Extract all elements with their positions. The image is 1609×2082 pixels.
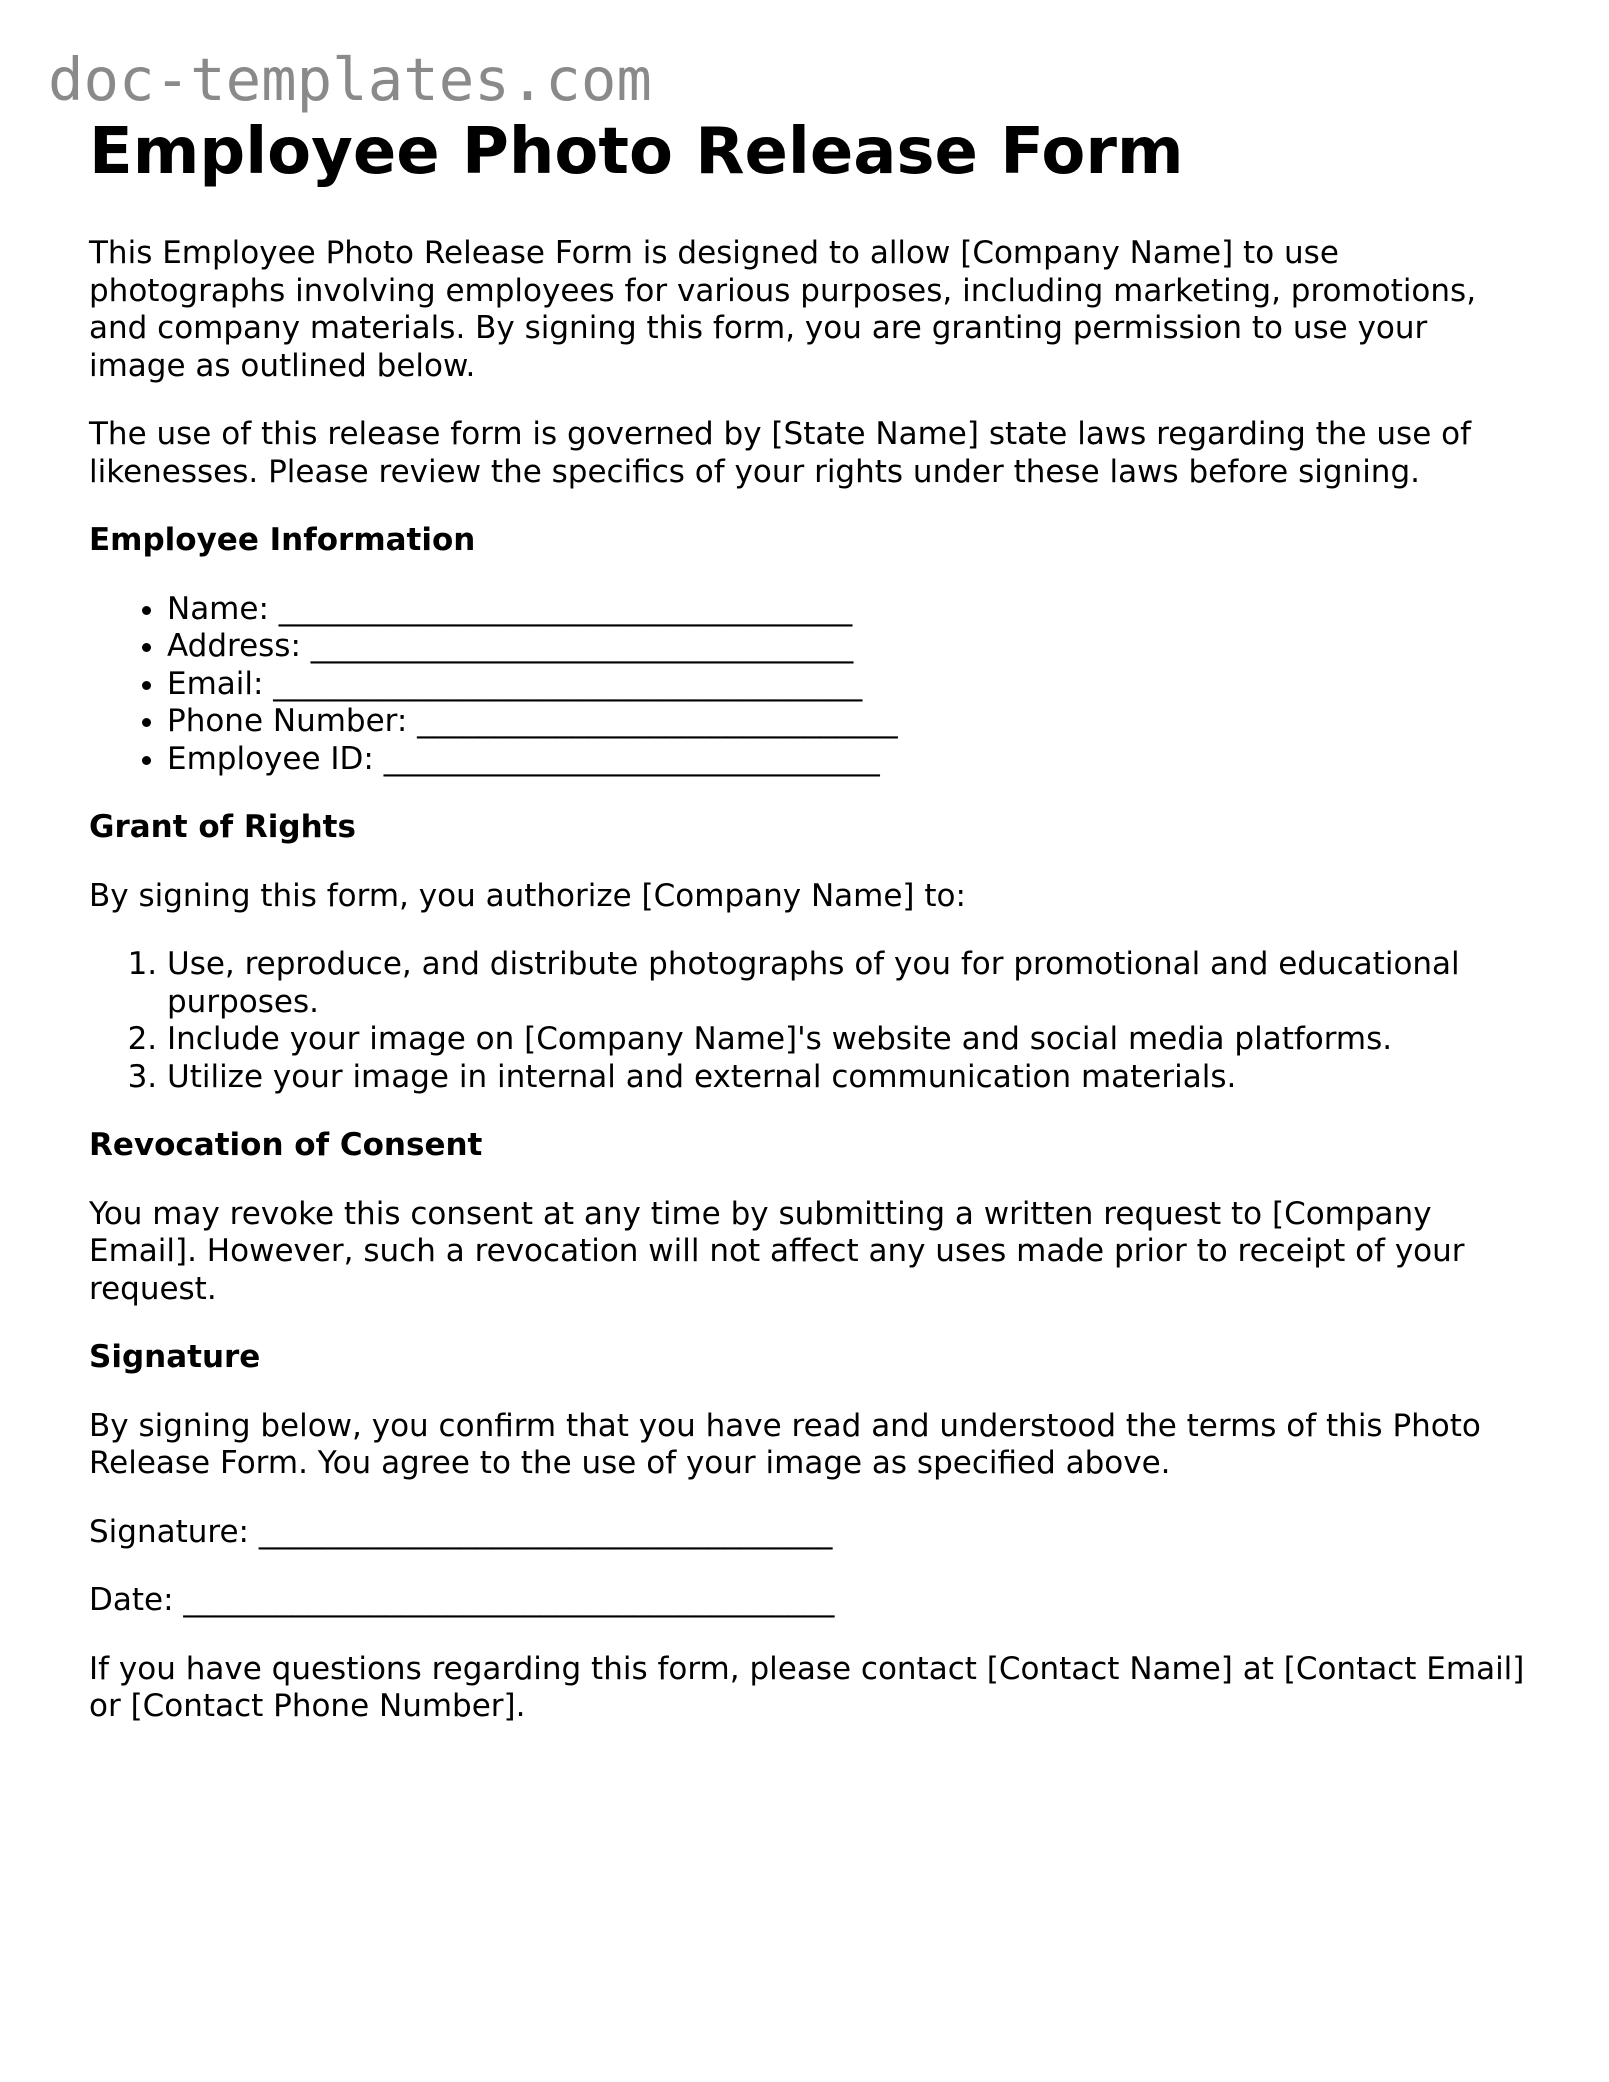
revocation-heading: Revocation of Consent — [89, 1127, 483, 1163]
watermark: doc-templates.com — [48, 45, 652, 114]
intro-paragraph-2: The use of this release form is governed by [State Name] state laws regarding the use of likenesses. Please review the specifics of your rights under these laws before signing. — [89, 416, 1471, 490]
address-field[interactable]: • Address: ___________________________________ — [167, 628, 1529, 666]
signature-text: By signing below, you confirm that you have read and understood the terms of this Photo Release Form. You agree to the use of your image as specified above. — [89, 1407, 1481, 1481]
revocation-text: You may revoke this consent at any time by submitting a written request to [Company Email]. However, such a revocation will not affect any uses made prior to receipt of your request. — [89, 1195, 1465, 1307]
grant-lead: By signing this form, you authorize [Company Name] to: — [89, 877, 966, 914]
name-field[interactable]: • Name: _____________________________________ — [167, 591, 1529, 629]
page-title: Employee Photo Release Form — [89, 115, 1184, 189]
signature-heading: Signature — [89, 1339, 261, 1375]
grant-list — [89, 946, 1529, 1096]
intro-paragraph-1: This Employee Photo Release Form is designed to allow [Company Name] to use photographs involving employees for various purposes, including marketing, promotions, and company materials. By signing this form, you are granting permission to use your image as outlined below. — [89, 235, 1477, 384]
grant-item: 3. Utilize your image in internal and external communication materials. — [167, 1059, 1529, 1097]
grant-item: 2. Include your image on [Company Name]'s website and social media platforms. — [167, 1021, 1529, 1059]
employee-id-field[interactable]: • Employee ID: ________________________________ — [167, 741, 1529, 779]
employee-info-list — [89, 591, 1529, 779]
phone-number-field[interactable]: • Phone Number: _______________________________ — [167, 703, 1529, 741]
email-field[interactable]: • Email: ______________________________________ — [167, 666, 1529, 704]
grant-heading: Grant of Rights — [89, 809, 356, 845]
contact-text: If you have questions regarding this form, please contact [Contact Name] at [Contact Email] or [Contact Phone Number]. — [89, 1650, 1525, 1724]
employee-info-heading: Employee Information — [89, 522, 476, 558]
grant-item: 1. Use, reproduce, and distribute photographs of you for promotional and educational purposes. — [167, 946, 1529, 1021]
document-page — [89, 112, 1529, 1726]
signature-line[interactable]: Signature: _____________________________________ — [89, 1513, 833, 1550]
date-line[interactable]: Date: __________________________________________ — [89, 1582, 835, 1618]
